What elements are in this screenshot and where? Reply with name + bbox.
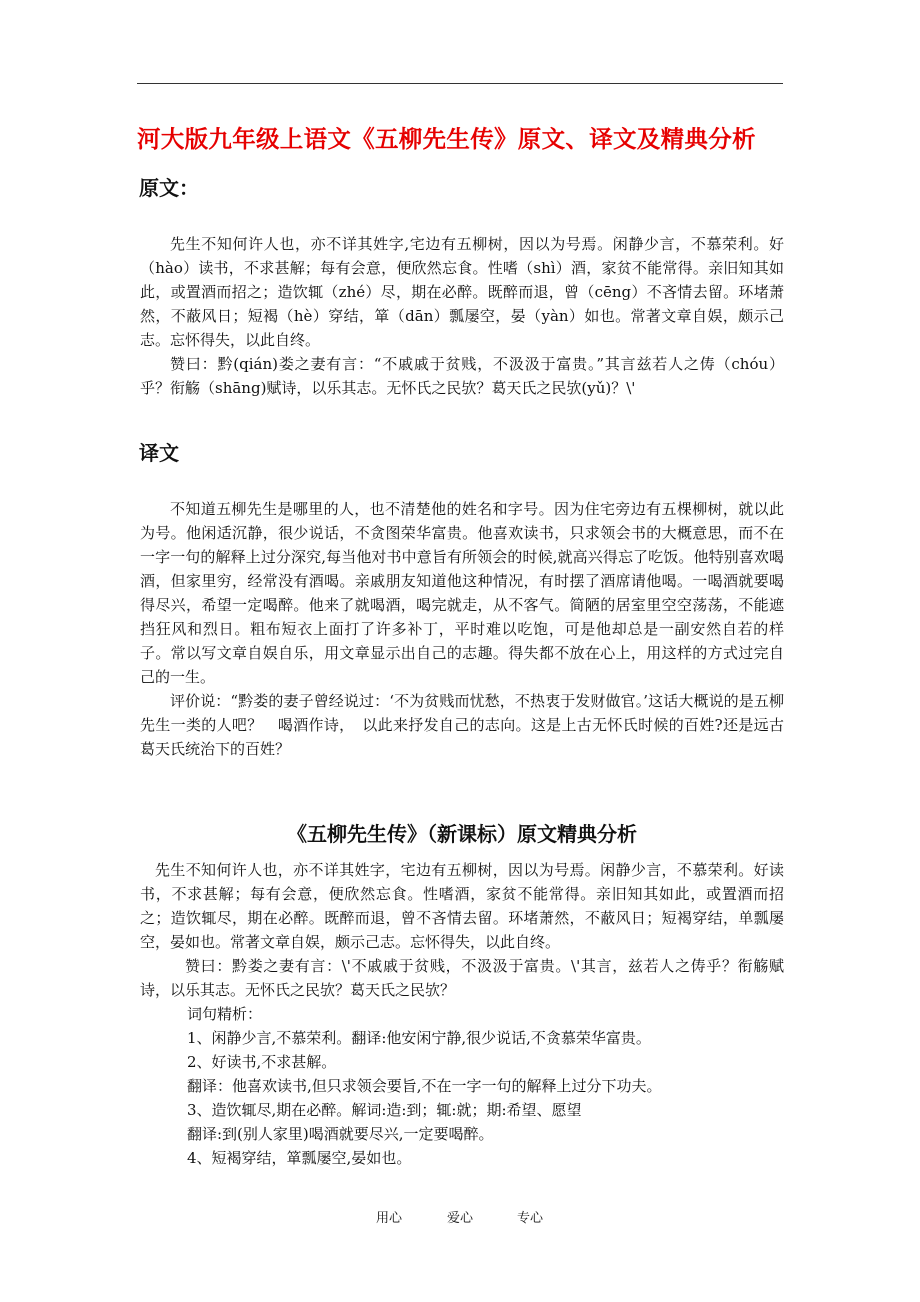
footer-item: 用心 (376, 1211, 403, 1226)
analysis-line: 2、好读书,不求甚解。 (187, 1053, 337, 1071)
analysis-line: 3、造饮辄尽,期在必醉。解词:造:到；辄:就；期:希望、愿望 (187, 1101, 582, 1119)
analysis-heading: 《五柳先生传》（新课标）原文精典分析 (287, 822, 637, 846)
analysis-line: 翻译：他喜欢读书,但只求领会要旨,不在一字一句的解释上过分下功夫。 (187, 1077, 662, 1095)
analysis-line: 1、闲静少言,不慕荣利。翻译:他安闲宁静,很少说话,不贪慕荣华富贵。 (187, 1029, 651, 1047)
document-title: 河大版九年级上语文《五柳先生传》原文、译文及精典分析 (137, 125, 756, 153)
original-text-block (140, 232, 784, 400)
translation-text-block (140, 497, 784, 761)
analysis-commentary-paragraph: 赞曰：黔娄之妻有言：\'不戚戚于贫贱，不汲汲于富贵。\'其言，兹若人之俦乎？衔觞赋诗，以乐其志。无怀氏之民欤？葛天氏之民欤？ (140, 957, 784, 999)
header-rule (137, 83, 783, 84)
original-paragraph: 先生不知何许人也，亦不详其姓字,宅边有五柳树，因以为号焉。闲静少言，不慕荣利。好（hào）读书，不求甚解；每有会意，便欣然忘食。性嗜（shì）酒，家贫不能常得。亲旧知其如此，或置酒而招之；造饮辄（zhé）尽，期在必醉。既醉而退，曾（cēng）不吝情去留。环堵萧然，不蔽风日；短褐（hè）穿结，箪（dān）瓢屡空，晏（yàn）如也。常著文章自娱，颇示己志。忘怀得失，以此自终。 (140, 235, 784, 349)
translation-paragraph: 不知道五柳先生是哪里的人，也不清楚他的姓名和字号。因为住宅旁边有五棵柳树，就以此为号。他闲适沉静，很少说话，不贪图荣华富贵。他喜欢读书，只求领会书的大概意思，而不在一字一句的解释上过分深究,每当他对书中意旨有所领会的时候,就高兴得忘了吃饭。他特别喜欢喝酒，但家里穷，经常没有酒喝。亲戚朋友知道他这种情况，有时摆了酒席请他喝。一喝酒就要喝得尽兴，希望一定喝醉。他来了就喝酒，喝完就走，从不客气。简陋的居室里空空荡荡，不能遮挡狂风和烈日。粗布短衣上面打了许多补丁，平时难以吃饱，可是他却总是一副安然自若的样子。常以写文章自娱自乐，用文章显示出自己的志趣。得失都不放在心上，用这样的方式过完自己的一生。 (140, 500, 784, 686)
analysis-line: 词句精析： (187, 1005, 263, 1023)
translation-commentary-paragraph: 评价说：“黔娄的妻子曾经说过：‘不为贫贱而忧愁，不热衷于发财做官。’这话大概说的是五柳先生一类的人吧？ 喝酒作诗， 以此来抒发自己的志向。这是上古无怀氏时候的百姓?还是远古葛天氏统治下的百姓？ (140, 692, 784, 758)
original-commentary-paragraph: 赞曰：黔(qián)娄之妻有言：“不戚戚于贫贱，不汲汲于富贵。”其言兹若人之俦（chóu）乎？衔觞（shāng)赋诗，以乐其志。无怀氏之民欤？葛天氏之民欤(yǔ)？\' (140, 355, 784, 397)
footer-item: 专心 (517, 1211, 544, 1226)
section-translation-heading: 译文 (139, 441, 179, 465)
analysis-text-block (140, 858, 784, 1170)
footer-item: 爱心 (447, 1211, 474, 1226)
analysis-original-paragraph: 先生不知何许人也，亦不详其姓字，宅边有五柳树，因以为号焉。闲静少言，不慕荣利。好读书，不求甚解；每有会意，便欣然忘食。性嗜酒，家贫不能常得。亲旧知其如此，或置酒而招之；造饮辄尽，期在必醉。既醉而退，曾不吝情去留。环堵萧然，不蔽风日；短褐穿结，单瓢屡空，晏如也。常著文章自娱，颇示己志。忘怀得失，以此自终。 (140, 861, 784, 951)
analysis-line: 4、短褐穿结，箪瓢屡空,晏如也。 (187, 1149, 412, 1167)
section-original-heading: 原文： (139, 176, 199, 200)
analysis-line: 翻译:到(别人家里)喝酒就要尽兴,一定要喝醉。 (187, 1125, 494, 1143)
